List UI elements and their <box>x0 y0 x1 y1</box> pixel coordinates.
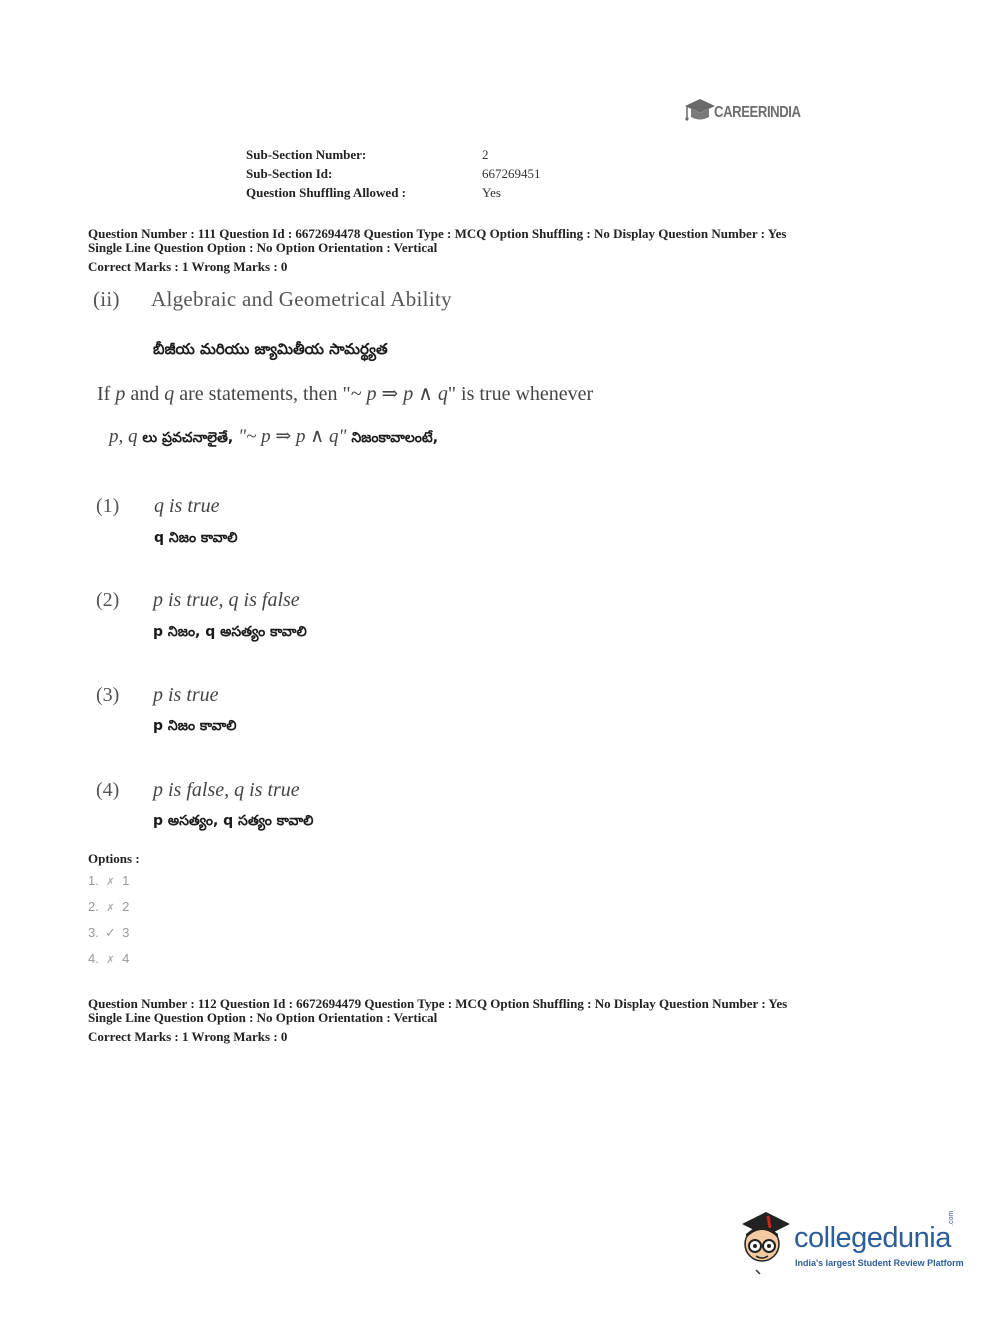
answer-row-4 <box>88 951 129 966</box>
careerindia-logo <box>684 96 814 130</box>
stem-text: " is true whenever <box>447 383 594 405</box>
question-shuffling-label: Question Shuffling Allowed : <box>246 185 407 200</box>
q111-marks: Correct Marks : 1 Wrong Marks : 0 <box>88 259 288 274</box>
answer-number: 1. <box>88 873 99 888</box>
section-title-telugu: బీజీయ మరియు జ్యామితీయ సామర్థ్యత <box>153 340 388 358</box>
stem-expression: ~ p ⇒ p ∧ q <box>350 383 448 405</box>
answer-row-2 <box>88 899 129 914</box>
stem-text: and <box>125 383 165 405</box>
collegedunia-tagline: India's largest Student Review Platform <box>795 1258 964 1268</box>
collegedunia-wordmark: collegedunia <box>794 1222 951 1254</box>
mascot-icon <box>734 1208 794 1278</box>
stem-te-text: లు ప్రవచనాలైతే, <box>137 430 239 446</box>
careerindia-wordmark: CAREERINDIA <box>714 104 801 121</box>
question-stem-telugu <box>109 425 438 449</box>
answer-row-1 <box>88 873 129 888</box>
option-4-number: (4) <box>96 779 120 801</box>
cross-icon: ✗ <box>106 955 115 966</box>
q111-header-line2: Single Line Question Option : No Option Orientation : Vertical <box>88 240 438 255</box>
question-shuffling-value: Yes <box>482 185 501 200</box>
option-1-telugu: q నిజం కావాలి <box>154 530 238 546</box>
collegedunia-dotcom: .com <box>948 1210 955 1226</box>
answer-number: 3. <box>88 925 99 940</box>
subsection-number-value: 2 <box>482 147 489 162</box>
stem-te-text: నిజంకావాలంటే, <box>346 430 439 446</box>
answer-value: 4 <box>122 951 130 966</box>
stem-te-vars: p, q <box>109 426 138 447</box>
option-1-number: (1) <box>96 495 120 517</box>
option-3-number: (3) <box>96 684 120 706</box>
subsection-number-label: Sub-Section Number: <box>246 147 367 162</box>
option-4-telugu: p అసత్యం, q సత్యం కావాలి <box>153 813 314 829</box>
option-3-telugu: p నిజం కావాలి <box>153 718 237 734</box>
stem-var-p: p <box>115 383 126 405</box>
option-1-english: q is true <box>154 495 220 517</box>
subsection-id-label: Sub-Section Id: <box>246 166 333 181</box>
graduation-cap-icon <box>684 96 716 128</box>
answer-row-3 <box>88 925 129 941</box>
q112-header-line1: Question Number : 112 Question Id : 6672694479 Question Type : MCQ Option Shuffling : No Display Question Number : Yes <box>88 996 788 1011</box>
check-icon: ✓ <box>105 925 116 940</box>
q111-header-line1: Question Number : 111 Question Id : 6672694478 Question Type : MCQ Option Shuffling : No Display Question Number : Yes <box>88 226 787 241</box>
subsection-id-value: 667269451 <box>482 166 541 181</box>
answer-value: 3 <box>122 925 130 940</box>
options-label: Options : <box>88 851 140 866</box>
option-3-english: p is true <box>153 684 219 706</box>
answer-number: 2. <box>88 899 99 914</box>
answer-value: 1 <box>122 873 130 888</box>
option-2-telugu: p నిజం, q అసత్యం కావాలి <box>153 624 307 640</box>
stem-text: If <box>97 383 116 405</box>
option-4-english: p is false, q is true <box>153 779 300 801</box>
section-title-english: Algebraic and Geometrical Ability <box>151 287 452 311</box>
section-number: (ii) <box>93 287 120 311</box>
q112-header-line2: Single Line Question Option : No Option Orientation : Vertical <box>88 1010 438 1025</box>
stem-text: are statements, then " <box>174 383 351 405</box>
collegedunia-logo <box>734 1208 964 1278</box>
option-2-english: p is true, q is false <box>153 589 300 611</box>
answer-number: 4. <box>88 951 99 966</box>
question-stem-english <box>97 381 593 406</box>
cross-icon: ✗ <box>106 903 115 914</box>
q112-marks: Correct Marks : 1 Wrong Marks : 0 <box>88 1029 288 1044</box>
answer-value: 2 <box>122 899 130 914</box>
stem-var-q: q <box>164 383 175 405</box>
stem-te-expression: "~ p ⇒ p ∧ q" <box>238 426 347 447</box>
option-2-number: (2) <box>96 589 120 611</box>
cross-icon: ✗ <box>106 877 115 888</box>
